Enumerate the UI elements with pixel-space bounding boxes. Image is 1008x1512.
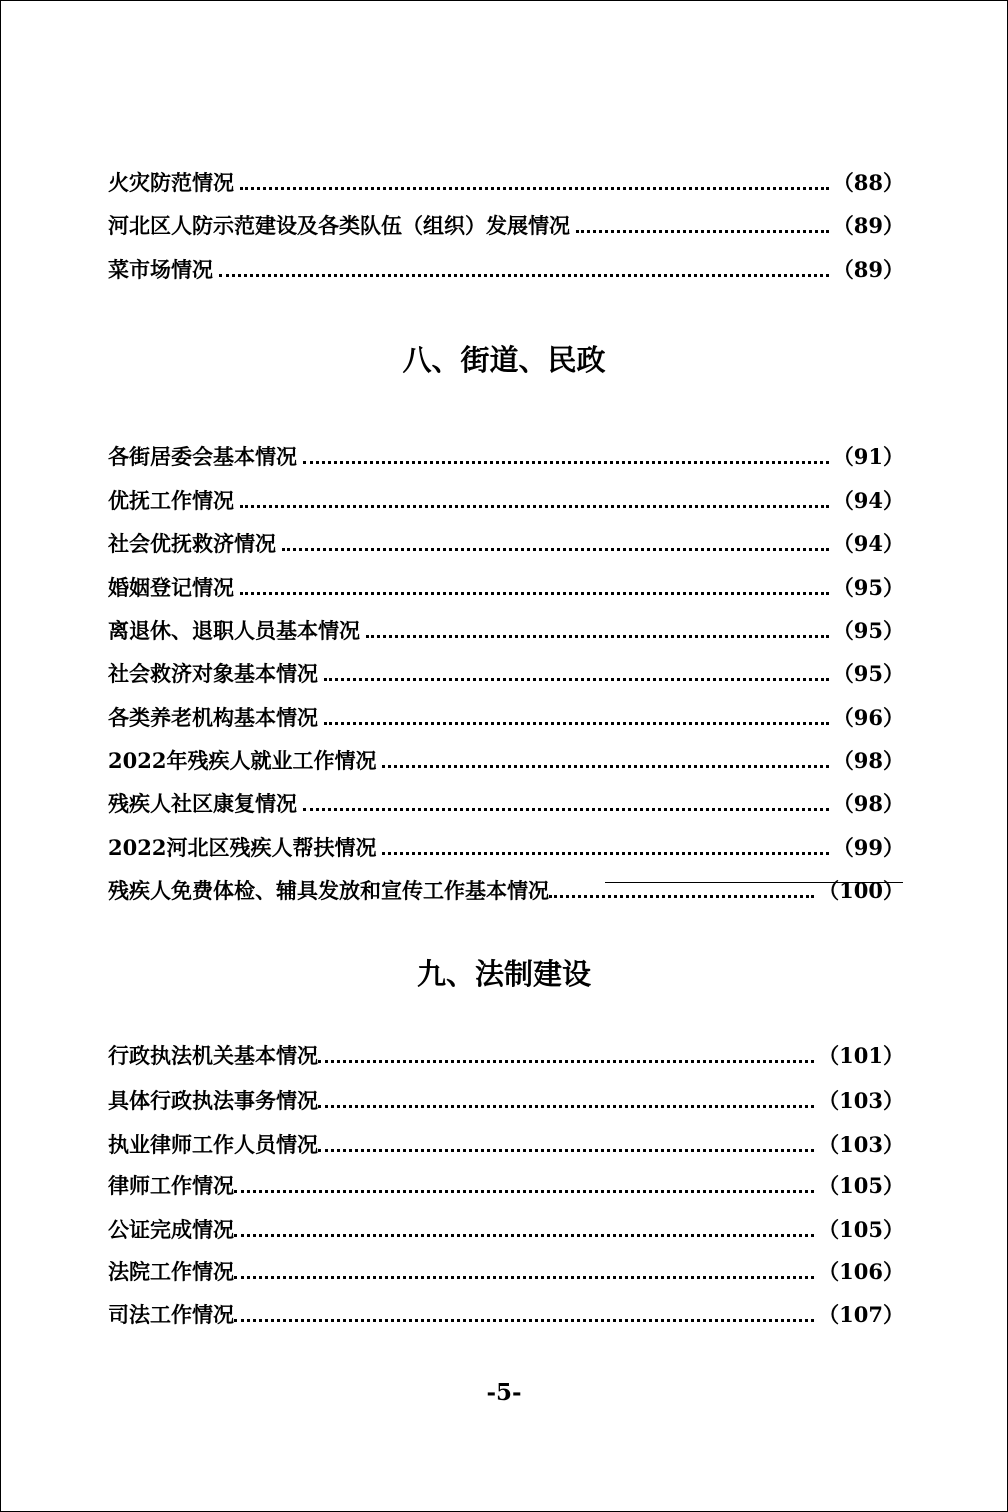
page-number: -5- bbox=[486, 1379, 522, 1406]
toc-entry-page: （99） bbox=[832, 835, 904, 860]
dot-leader bbox=[240, 592, 829, 595]
dot-leader bbox=[240, 187, 829, 190]
dot-leader bbox=[549, 895, 814, 898]
toc-entry-title: 司法工作情况 bbox=[108, 1302, 234, 1327]
toc-entry[interactable] bbox=[108, 1217, 904, 1243]
toc-entry-title: 各类养老机构基本情况 bbox=[108, 705, 318, 730]
toc-entry-title: 火灾防范情况 bbox=[108, 170, 234, 195]
toc-entry-title: 具体行政执法事务情况 bbox=[108, 1088, 318, 1113]
dot-leader bbox=[240, 505, 829, 508]
toc-entry-page: （91） bbox=[832, 444, 904, 469]
toc-entry[interactable] bbox=[108, 444, 904, 470]
dot-leader bbox=[576, 230, 829, 233]
toc-entry-page: （98） bbox=[832, 791, 904, 816]
toc-entry-page: （89） bbox=[832, 257, 904, 282]
dot-leader bbox=[382, 852, 828, 855]
toc-entry-title: 律师工作情况 bbox=[108, 1173, 234, 1198]
toc-entry-page: （103） bbox=[818, 1132, 904, 1157]
toc-entry[interactable] bbox=[108, 213, 904, 239]
toc-entry-title: 优抚工作情况 bbox=[108, 488, 234, 513]
dot-leader bbox=[219, 274, 829, 277]
section-heading-9: 九、法制建设 bbox=[416, 957, 591, 991]
toc-entry-title: 社会救济对象基本情况 bbox=[108, 661, 318, 686]
toc-entry-title: 法院工作情况 bbox=[108, 1259, 234, 1284]
toc-entry[interactable] bbox=[108, 1132, 904, 1158]
toc-entry-title: 执业律师工作人员情况 bbox=[108, 1132, 318, 1157]
toc-entry-title: 婚姻登记情况 bbox=[108, 575, 234, 600]
dot-leader bbox=[234, 1234, 814, 1237]
section-heading-8: 八、街道、民政 bbox=[402, 343, 606, 377]
toc-entry-page: （105） bbox=[818, 1217, 904, 1242]
toc-entry-page: （95） bbox=[832, 661, 904, 686]
dot-leader bbox=[382, 765, 828, 768]
toc-entry-page: （95） bbox=[832, 575, 904, 600]
toc-entry[interactable] bbox=[108, 1043, 904, 1069]
toc-entry-title: 行政执法机关基本情况 bbox=[108, 1043, 318, 1068]
toc-entry-page: （107） bbox=[818, 1302, 904, 1327]
toc-entry-title: 河北区人防示范建设及各类队伍（组织）发展情况 bbox=[108, 213, 570, 238]
toc-entry-title: 离退休、退职人员基本情况 bbox=[108, 618, 360, 643]
toc-entry-title: 2022年残疾人就业工作情况 bbox=[108, 748, 377, 773]
toc-entry-title: 社会优抚救济情况 bbox=[108, 531, 276, 556]
dot-leader bbox=[324, 678, 829, 681]
toc-entry[interactable] bbox=[108, 791, 904, 817]
toc-entry[interactable] bbox=[108, 705, 904, 731]
dot-leader bbox=[303, 808, 829, 811]
toc-entry[interactable] bbox=[108, 257, 904, 283]
dot-leader bbox=[318, 1060, 814, 1063]
toc-entry-title: 残疾人社区康复情况 bbox=[108, 791, 297, 816]
toc-entry[interactable] bbox=[108, 1259, 904, 1285]
dot-leader bbox=[324, 722, 829, 725]
toc-entry-page: （89） bbox=[832, 213, 904, 238]
toc-entry[interactable] bbox=[108, 1173, 904, 1199]
toc-entry-page: （106） bbox=[818, 1259, 904, 1284]
toc-entry[interactable] bbox=[108, 531, 904, 557]
toc-entry-page: （88） bbox=[832, 170, 904, 195]
toc-entry[interactable] bbox=[108, 575, 904, 601]
toc-entry-page: （103） bbox=[818, 1088, 904, 1113]
dot-leader bbox=[366, 635, 829, 638]
toc-entry-title: 公证完成情况 bbox=[108, 1217, 234, 1242]
toc-entry-page: （96） bbox=[832, 705, 904, 730]
toc-entry[interactable] bbox=[108, 488, 904, 514]
toc-entry-page: （94） bbox=[832, 488, 904, 513]
dot-leader bbox=[234, 1276, 814, 1279]
toc-entry-page: （101） bbox=[818, 1043, 904, 1068]
toc-entry[interactable] bbox=[108, 748, 904, 774]
toc-entry-page: （98） bbox=[832, 748, 904, 773]
dot-leader bbox=[234, 1190, 814, 1193]
toc-entry-page: （100） bbox=[818, 878, 904, 903]
toc-entry[interactable] bbox=[108, 618, 904, 644]
toc-entry[interactable] bbox=[108, 1302, 904, 1328]
toc-entry[interactable] bbox=[108, 661, 904, 687]
dot-leader bbox=[282, 548, 829, 551]
toc-entry-title: 菜市场情况 bbox=[108, 257, 213, 282]
toc-entry[interactable] bbox=[108, 878, 904, 904]
dot-leader bbox=[303, 461, 829, 464]
toc-entry-title: 2022河北区残疾人帮扶情况 bbox=[108, 835, 377, 860]
dot-leader bbox=[318, 1105, 814, 1108]
toc-entry-page: （105） bbox=[818, 1173, 904, 1198]
toc-entry-page: （95） bbox=[832, 618, 904, 643]
toc-entry[interactable] bbox=[108, 170, 904, 196]
dot-leader bbox=[318, 1149, 814, 1152]
toc-entry-title: 残疾人免费体检、辅具发放和宣传工作基本情况 bbox=[108, 878, 549, 903]
toc-entry[interactable] bbox=[108, 835, 904, 861]
toc-entry-page: （94） bbox=[832, 531, 904, 556]
toc-entry-title: 各街居委会基本情况 bbox=[108, 444, 297, 469]
dot-leader bbox=[234, 1319, 814, 1322]
toc-entry[interactable] bbox=[108, 1088, 904, 1114]
